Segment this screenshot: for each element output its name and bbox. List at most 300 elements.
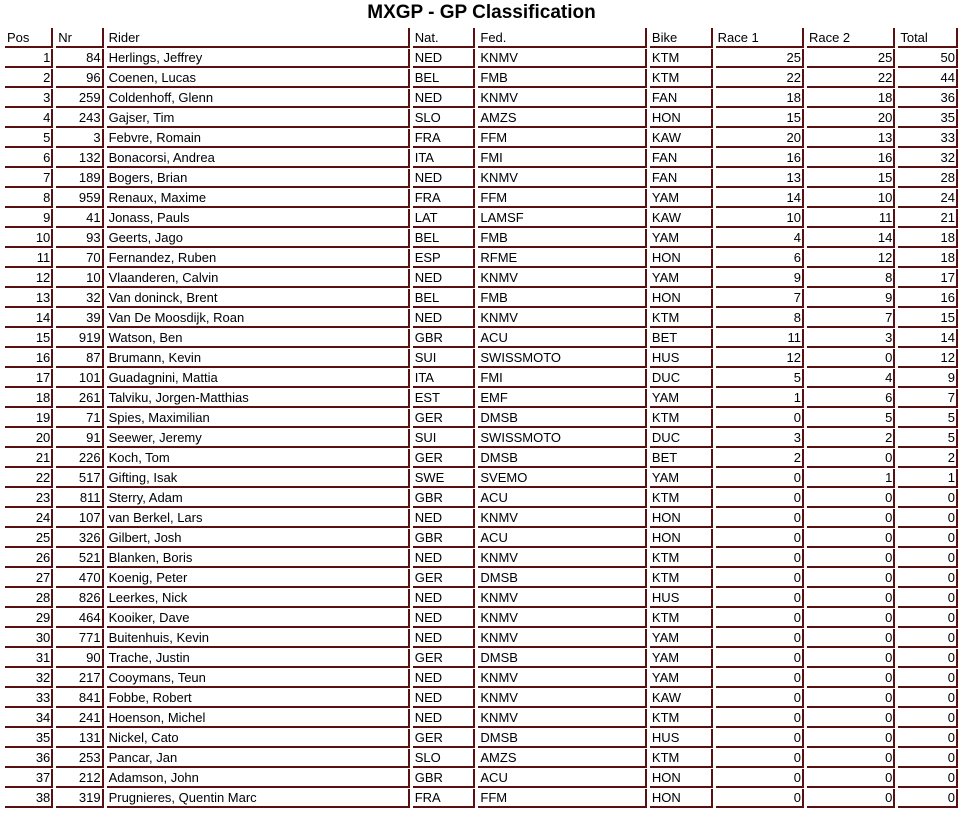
cell-rider: Gajser, Tim xyxy=(107,109,410,128)
cell-nr: 212 xyxy=(56,769,103,788)
cell-rider: Gifting, Isak xyxy=(107,469,410,488)
cell-total: 0 xyxy=(898,489,958,508)
cell-fed: KNMV xyxy=(478,669,647,688)
cell-rider: Prugnieres, Quentin Marc xyxy=(107,789,410,808)
cell-fed: DMSB xyxy=(478,649,647,668)
cell-rider: Sterry, Adam xyxy=(107,489,410,508)
cell-race2: 0 xyxy=(807,669,895,688)
cell-total: 17 xyxy=(898,269,958,288)
table-row xyxy=(5,469,958,488)
column-header-total: Total xyxy=(898,28,958,48)
cell-pos: 23 xyxy=(5,489,53,508)
cell-bike: KTM xyxy=(650,489,713,508)
cell-race1: 0 xyxy=(716,649,804,668)
cell-race1: 0 xyxy=(716,509,804,528)
cell-bike: KTM xyxy=(650,609,713,628)
cell-total: 0 xyxy=(898,529,958,548)
column-header-pos: Pos xyxy=(5,28,53,48)
cell-rider: Febvre, Romain xyxy=(107,129,410,148)
cell-race2: 9 xyxy=(807,289,895,308)
cell-race2: 0 xyxy=(807,529,895,548)
cell-nr: 90 xyxy=(56,649,103,668)
cell-nr: 91 xyxy=(56,429,103,448)
cell-fed: FMB xyxy=(478,69,647,88)
table-row xyxy=(5,709,958,728)
cell-pos: 36 xyxy=(5,749,53,768)
cell-bike: HON xyxy=(650,249,713,268)
cell-rider: Trache, Justin xyxy=(107,649,410,668)
cell-fed: AMZS xyxy=(478,109,647,128)
table-row xyxy=(5,549,958,568)
cell-nat: GER xyxy=(413,409,476,428)
cell-rider: Fobbe, Robert xyxy=(107,689,410,708)
cell-fed: SWISSMOTO xyxy=(478,429,647,448)
cell-fed: FMI xyxy=(478,369,647,388)
cell-total: 15 xyxy=(898,309,958,328)
cell-rider: Fernandez, Ruben xyxy=(107,249,410,268)
cell-fed: DMSB xyxy=(478,729,647,748)
cell-nr: 253 xyxy=(56,749,103,768)
cell-fed: KNMV xyxy=(478,609,647,628)
cell-bike: KTM xyxy=(650,409,713,428)
cell-total: 7 xyxy=(898,389,958,408)
table-row xyxy=(5,569,958,588)
table-row xyxy=(5,329,958,348)
cell-pos: 13 xyxy=(5,289,53,308)
cell-nat: NED xyxy=(413,629,476,648)
cell-race2: 0 xyxy=(807,549,895,568)
cell-fed: FFM xyxy=(478,789,647,808)
cell-total: 33 xyxy=(898,129,958,148)
cell-total: 0 xyxy=(898,509,958,528)
cell-nr: 131 xyxy=(56,729,103,748)
cell-nat: GBR xyxy=(413,329,476,348)
cell-nat: SWE xyxy=(413,469,476,488)
table-row xyxy=(5,769,958,788)
cell-total: 0 xyxy=(898,789,958,808)
cell-bike: HON xyxy=(650,789,713,808)
cell-bike: HUS xyxy=(650,589,713,608)
cell-rider: Nickel, Cato xyxy=(107,729,410,748)
cell-fed: KNMV xyxy=(478,689,647,708)
cell-fed: KNMV xyxy=(478,89,647,108)
column-header-fed: Fed. xyxy=(478,28,647,48)
cell-rider: Coenen, Lucas xyxy=(107,69,410,88)
cell-fed: ACU xyxy=(478,329,647,348)
cell-fed: KNMV xyxy=(478,629,647,648)
cell-total: 0 xyxy=(898,589,958,608)
cell-nat: NED xyxy=(413,169,476,188)
cell-rider: Spies, Maximilian xyxy=(107,409,410,428)
cell-fed: FMB xyxy=(478,289,647,308)
table-row xyxy=(5,109,958,128)
cell-race2: 4 xyxy=(807,369,895,388)
cell-nr: 319 xyxy=(56,789,103,808)
cell-bike: KTM xyxy=(650,309,713,328)
table-row xyxy=(5,209,958,228)
cell-rider: Watson, Ben xyxy=(107,329,410,348)
table-row xyxy=(5,309,958,328)
cell-rider: Brumann, Kevin xyxy=(107,349,410,368)
cell-bike: HON xyxy=(650,529,713,548)
cell-race1: 7 xyxy=(716,289,804,308)
cell-race2: 0 xyxy=(807,509,895,528)
cell-pos: 6 xyxy=(5,149,53,168)
header-row xyxy=(5,28,958,48)
table-row xyxy=(5,689,958,708)
table-row xyxy=(5,169,958,188)
cell-race1: 0 xyxy=(716,749,804,768)
table-row xyxy=(5,249,958,268)
cell-race2: 8 xyxy=(807,269,895,288)
cell-nat: SLO xyxy=(413,749,476,768)
cell-total: 0 xyxy=(898,749,958,768)
cell-rider: Jonass, Pauls xyxy=(107,209,410,228)
cell-pos: 2 xyxy=(5,69,53,88)
cell-nat: GBR xyxy=(413,769,476,788)
cell-nat: SLO xyxy=(413,109,476,128)
cell-race1: 5 xyxy=(716,369,804,388)
cell-fed: DMSB xyxy=(478,409,647,428)
cell-race1: 4 xyxy=(716,229,804,248)
cell-total: 14 xyxy=(898,329,958,348)
cell-nat: NED xyxy=(413,689,476,708)
cell-rider: Van doninck, Brent xyxy=(107,289,410,308)
cell-nat: NED xyxy=(413,89,476,108)
cell-race1: 6 xyxy=(716,249,804,268)
cell-pos: 16 xyxy=(5,349,53,368)
cell-fed: SWISSMOTO xyxy=(478,349,647,368)
cell-bike: YAM xyxy=(650,189,713,208)
cell-race2: 0 xyxy=(807,749,895,768)
table-row xyxy=(5,789,958,808)
cell-rider: Talviku, Jorgen-Matthias xyxy=(107,389,410,408)
table-body xyxy=(5,49,958,808)
cell-nat: FRA xyxy=(413,129,476,148)
cell-nr: 771 xyxy=(56,629,103,648)
table-row xyxy=(5,49,958,68)
cell-nat: NED xyxy=(413,709,476,728)
cell-rider: Herlings, Jeffrey xyxy=(107,49,410,68)
cell-total: 2 xyxy=(898,449,958,468)
cell-nat: BEL xyxy=(413,289,476,308)
cell-bike: YAM xyxy=(650,669,713,688)
cell-rider: Adamson, John xyxy=(107,769,410,788)
cell-race1: 0 xyxy=(716,469,804,488)
cell-fed: KNMV xyxy=(478,709,647,728)
cell-race2: 0 xyxy=(807,689,895,708)
cell-race1: 25 xyxy=(716,49,804,68)
cell-race2: 2 xyxy=(807,429,895,448)
cell-pos: 9 xyxy=(5,209,53,228)
cell-race2: 7 xyxy=(807,309,895,328)
cell-rider: Kooiker, Dave xyxy=(107,609,410,628)
cell-race2: 6 xyxy=(807,389,895,408)
cell-pos: 1 xyxy=(5,49,53,68)
cell-pos: 34 xyxy=(5,709,53,728)
cell-bike: KTM xyxy=(650,549,713,568)
cell-total: 1 xyxy=(898,469,958,488)
cell-bike: BET xyxy=(650,329,713,348)
cell-nr: 84 xyxy=(56,49,103,68)
cell-total: 18 xyxy=(898,229,958,248)
table-row xyxy=(5,649,958,668)
cell-total: 44 xyxy=(898,69,958,88)
cell-nat: BEL xyxy=(413,69,476,88)
cell-pos: 30 xyxy=(5,629,53,648)
table-row xyxy=(5,629,958,648)
cell-total: 0 xyxy=(898,569,958,588)
cell-total: 0 xyxy=(898,689,958,708)
table-row xyxy=(5,69,958,88)
cell-race1: 0 xyxy=(716,409,804,428)
cell-pos: 14 xyxy=(5,309,53,328)
cell-nat: GER xyxy=(413,449,476,468)
cell-nat: NED xyxy=(413,609,476,628)
cell-fed: DMSB xyxy=(478,569,647,588)
cell-race2: 11 xyxy=(807,209,895,228)
cell-nat: ITA xyxy=(413,149,476,168)
cell-nr: 107 xyxy=(56,509,103,528)
cell-bike: KTM xyxy=(650,49,713,68)
cell-bike: KAW xyxy=(650,209,713,228)
cell-nat: BEL xyxy=(413,229,476,248)
cell-total: 0 xyxy=(898,549,958,568)
cell-race2: 0 xyxy=(807,569,895,588)
cell-nr: 189 xyxy=(56,169,103,188)
cell-nr: 826 xyxy=(56,589,103,608)
cell-race1: 13 xyxy=(716,169,804,188)
cell-nat: GER xyxy=(413,649,476,668)
cell-race2: 0 xyxy=(807,649,895,668)
cell-race2: 1 xyxy=(807,469,895,488)
cell-nr: 811 xyxy=(56,489,103,508)
cell-pos: 26 xyxy=(5,549,53,568)
cell-rider: Geerts, Jago xyxy=(107,229,410,248)
cell-race2: 0 xyxy=(807,609,895,628)
cell-rider: Seewer, Jeremy xyxy=(107,429,410,448)
cell-nat: ITA xyxy=(413,369,476,388)
cell-pos: 7 xyxy=(5,169,53,188)
table-row xyxy=(5,529,958,548)
cell-fed: KNMV xyxy=(478,509,647,528)
cell-race1: 3 xyxy=(716,429,804,448)
cell-nr: 132 xyxy=(56,149,103,168)
cell-pos: 4 xyxy=(5,109,53,128)
cell-nat: NED xyxy=(413,49,476,68)
cell-fed: EMF xyxy=(478,389,647,408)
cell-nat: NED xyxy=(413,669,476,688)
cell-rider: Renaux, Maxime xyxy=(107,189,410,208)
cell-pos: 11 xyxy=(5,249,53,268)
cell-pos: 24 xyxy=(5,509,53,528)
cell-nat: NED xyxy=(413,269,476,288)
cell-total: 35 xyxy=(898,109,958,128)
cell-nr: 41 xyxy=(56,209,103,228)
cell-total: 28 xyxy=(898,169,958,188)
cell-nat: FRA xyxy=(413,189,476,208)
cell-race2: 13 xyxy=(807,129,895,148)
cell-total: 5 xyxy=(898,429,958,448)
cell-nr: 959 xyxy=(56,189,103,208)
cell-nr: 243 xyxy=(56,109,103,128)
cell-race1: 0 xyxy=(716,729,804,748)
cell-nat: EST xyxy=(413,389,476,408)
cell-bike: KAW xyxy=(650,689,713,708)
column-header-nat: Nat. xyxy=(413,28,476,48)
table-row xyxy=(5,749,958,768)
table-row xyxy=(5,609,958,628)
cell-total: 0 xyxy=(898,609,958,628)
cell-nat: GBR xyxy=(413,529,476,548)
cell-fed: KNMV xyxy=(478,169,647,188)
cell-bike: BET xyxy=(650,449,713,468)
cell-total: 0 xyxy=(898,649,958,668)
cell-pos: 22 xyxy=(5,469,53,488)
cell-bike: YAM xyxy=(650,629,713,648)
cell-nr: 70 xyxy=(56,249,103,268)
cell-race1: 16 xyxy=(716,149,804,168)
cell-rider: Guadagnini, Mattia xyxy=(107,369,410,388)
cell-bike: YAM xyxy=(650,269,713,288)
cell-rider: Van De Moosdijk, Roan xyxy=(107,309,410,328)
cell-race1: 0 xyxy=(716,549,804,568)
table-row xyxy=(5,189,958,208)
cell-nr: 919 xyxy=(56,329,103,348)
cell-bike: KAW xyxy=(650,129,713,148)
cell-nr: 259 xyxy=(56,89,103,108)
table-row xyxy=(5,349,958,368)
cell-pos: 27 xyxy=(5,569,53,588)
cell-race1: 22 xyxy=(716,69,804,88)
cell-nr: 326 xyxy=(56,529,103,548)
table-row xyxy=(5,589,958,608)
column-header-race1: Race 1 xyxy=(716,28,804,48)
cell-nat: GER xyxy=(413,729,476,748)
cell-bike: HON xyxy=(650,289,713,308)
cell-bike: KTM xyxy=(650,709,713,728)
cell-rider: Koenig, Peter xyxy=(107,569,410,588)
cell-nr: 217 xyxy=(56,669,103,688)
cell-pos: 19 xyxy=(5,409,53,428)
table-row xyxy=(5,669,958,688)
cell-total: 32 xyxy=(898,149,958,168)
table-row xyxy=(5,429,958,448)
cell-race2: 0 xyxy=(807,709,895,728)
cell-nr: 521 xyxy=(56,549,103,568)
cell-total: 36 xyxy=(898,89,958,108)
cell-nr: 261 xyxy=(56,389,103,408)
cell-race1: 0 xyxy=(716,609,804,628)
cell-race2: 0 xyxy=(807,349,895,368)
cell-race2: 20 xyxy=(807,109,895,128)
table-row xyxy=(5,409,958,428)
cell-race1: 0 xyxy=(716,709,804,728)
cell-bike: HUS xyxy=(650,729,713,748)
cell-race2: 0 xyxy=(807,629,895,648)
table-row xyxy=(5,729,958,748)
cell-total: 9 xyxy=(898,369,958,388)
cell-nr: 470 xyxy=(56,569,103,588)
cell-pos: 28 xyxy=(5,589,53,608)
table-row xyxy=(5,369,958,388)
cell-nat: FRA xyxy=(413,789,476,808)
cell-race1: 0 xyxy=(716,589,804,608)
cell-bike: KTM xyxy=(650,749,713,768)
cell-total: 21 xyxy=(898,209,958,228)
cell-race1: 20 xyxy=(716,129,804,148)
page-title: MXGP - GP Classification xyxy=(367,2,596,23)
cell-nr: 3 xyxy=(56,129,103,148)
cell-race2: 18 xyxy=(807,89,895,108)
cell-pos: 29 xyxy=(5,609,53,628)
cell-nr: 841 xyxy=(56,689,103,708)
cell-nat: NED xyxy=(413,509,476,528)
cell-nat: ESP xyxy=(413,249,476,268)
cell-fed: KNMV xyxy=(478,269,647,288)
cell-race1: 0 xyxy=(716,529,804,548)
cell-nr: 517 xyxy=(56,469,103,488)
cell-nat: LAT xyxy=(413,209,476,228)
cell-race2: 0 xyxy=(807,449,895,468)
cell-bike: YAM xyxy=(650,389,713,408)
cell-race1: 0 xyxy=(716,629,804,648)
cell-nr: 464 xyxy=(56,609,103,628)
cell-fed: FMB xyxy=(478,229,647,248)
cell-pos: 5 xyxy=(5,129,53,148)
cell-total: 5 xyxy=(898,409,958,428)
cell-race2: 0 xyxy=(807,769,895,788)
column-header-bike: Bike xyxy=(650,28,713,48)
column-header-nr: Nr xyxy=(56,28,103,48)
cell-bike: HUS xyxy=(650,349,713,368)
cell-rider: Blanken, Boris xyxy=(107,549,410,568)
cell-total: 16 xyxy=(898,289,958,308)
cell-rider: Gilbert, Josh xyxy=(107,529,410,548)
cell-nr: 71 xyxy=(56,409,103,428)
cell-race1: 0 xyxy=(716,669,804,688)
cell-rider: Vlaanderen, Calvin xyxy=(107,269,410,288)
cell-nr: 101 xyxy=(56,369,103,388)
cell-pos: 32 xyxy=(5,669,53,688)
cell-race1: 0 xyxy=(716,569,804,588)
cell-nr: 87 xyxy=(56,349,103,368)
cell-bike: HON xyxy=(650,769,713,788)
table-row xyxy=(5,509,958,528)
cell-nr: 241 xyxy=(56,709,103,728)
table-row xyxy=(5,289,958,308)
cell-fed: LAMSF xyxy=(478,209,647,228)
cell-race2: 16 xyxy=(807,149,895,168)
cell-nat: GER xyxy=(413,569,476,588)
cell-pos: 12 xyxy=(5,269,53,288)
cell-rider: van Berkel, Lars xyxy=(107,509,410,528)
cell-rider: Coldenhoff, Glenn xyxy=(107,89,410,108)
table-row xyxy=(5,229,958,248)
cell-race2: 14 xyxy=(807,229,895,248)
cell-rider: Cooymans, Teun xyxy=(107,669,410,688)
cell-race1: 1 xyxy=(716,389,804,408)
cell-nr: 32 xyxy=(56,289,103,308)
cell-total: 18 xyxy=(898,249,958,268)
cell-race2: 3 xyxy=(807,329,895,348)
cell-nr: 93 xyxy=(56,229,103,248)
cell-total: 50 xyxy=(898,49,958,68)
cell-race1: 0 xyxy=(716,769,804,788)
cell-total: 0 xyxy=(898,669,958,688)
cell-pos: 20 xyxy=(5,429,53,448)
cell-race2: 12 xyxy=(807,249,895,268)
